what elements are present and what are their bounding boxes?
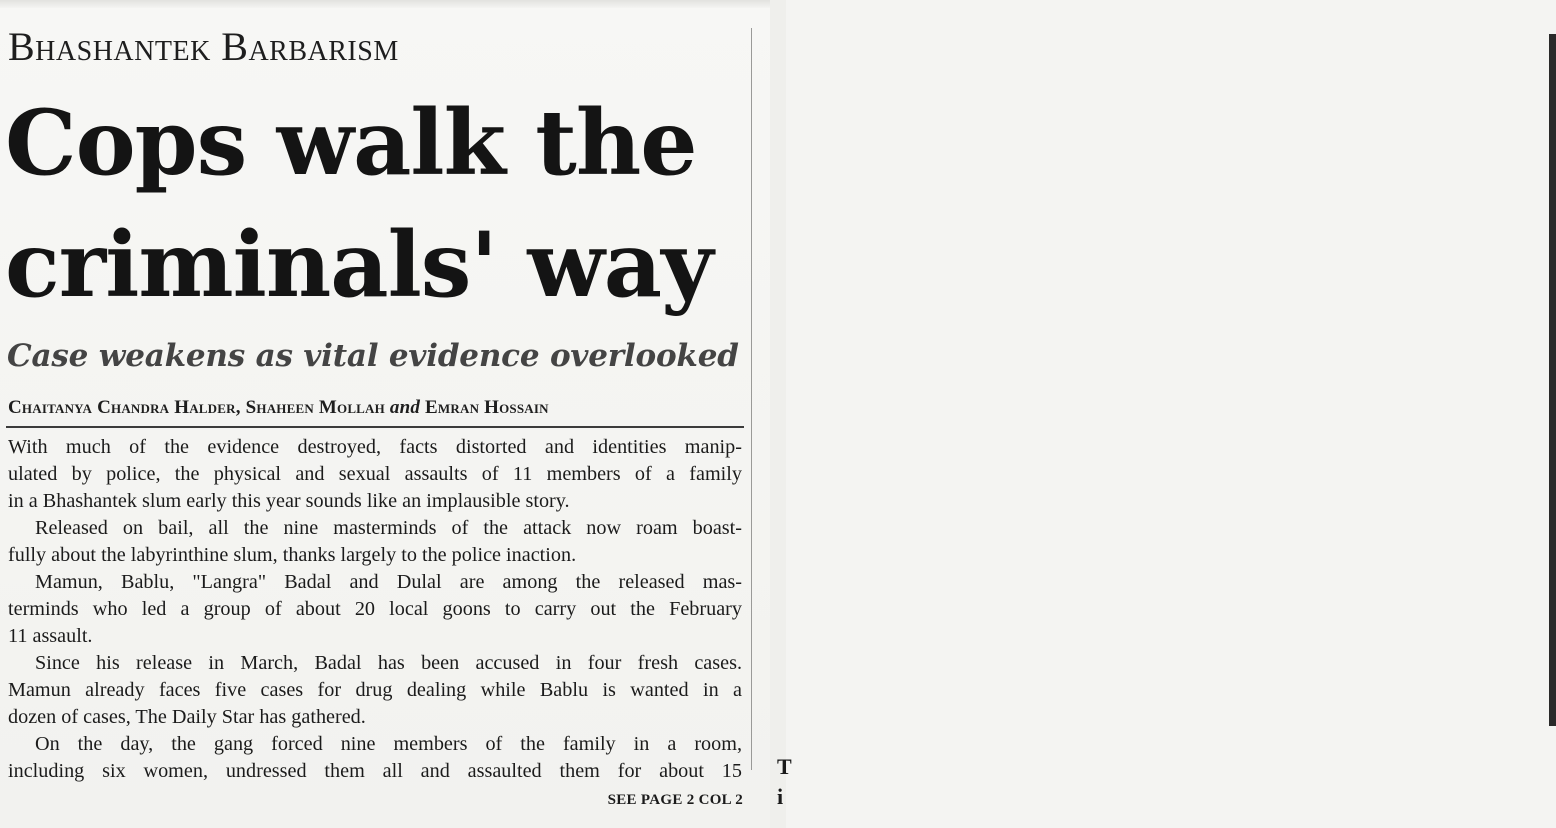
byline-rule [6,426,744,428]
headline-line-2: criminals' way [5,212,713,318]
column-divider [751,28,752,770]
body-paragraph [8,515,742,569]
body-line: in a Bhashantek slum early this year sounds like an implausible story. [8,490,570,512]
body-line: ulated by police, the physical and sexual assaults of 11 members of a family [8,463,742,485]
body-line: including six women, undressed them all and assaulted them for about 15 [8,760,742,782]
article-headline [5,82,755,326]
byline-author-3: Emran Hossain [425,397,549,418]
article-body [8,434,742,785]
body-line: On the day, the gang forced nine members of the family in a room, [35,733,742,755]
continuation-jump-line: SEE PAGE 2 COL 2 [607,792,743,808]
body-line: Since his release in March, Badal has been accused in four fresh cases. [35,652,742,674]
body-line: Mamun, Bablu, "Langra" Badal and Dulal are among the released mas- [35,571,742,593]
body-paragraph [8,569,742,650]
body-line: With much of the evidence destroyed, facts distorted and identities manip- [8,436,742,458]
adjacent-text-fragment: i [777,784,784,809]
body-paragraph [8,650,742,731]
headline-line-1: Cops walk the [5,90,697,196]
body-line: terminds who led a group of about 20 local goons to carry out the February [8,598,742,620]
body-paragraph [8,434,742,515]
body-line: 11 assault. [8,625,93,647]
byline-conjunction: and [389,397,421,418]
body-line: dozen of cases, The Daily Star has gathered. [8,706,366,728]
body-line: fully about the labyrinthine slum, thanks largely to the police inaction. [8,544,577,566]
article-byline [8,394,748,422]
adjacent-text-fragment: T [777,754,792,779]
byline-author-1: Chaitanya Chandra Halder, [8,397,241,418]
article-subhead: Case weakens as vital evidence overlooked [7,338,739,374]
adjacent-column-bar [1549,34,1556,726]
adjacent-column [770,0,786,828]
byline-author-2: Shaheen Mollah [245,397,385,418]
body-line: Mamun already faces five cases for drug dealing while Bablu is wanted in a [8,679,742,701]
news-article [0,0,760,828]
body-paragraph [8,731,742,785]
article-kicker: Bhashantek Barbarism [8,24,399,69]
body-line: Released on bail, all the nine masterminds of the attack now roam boast- [35,517,742,539]
